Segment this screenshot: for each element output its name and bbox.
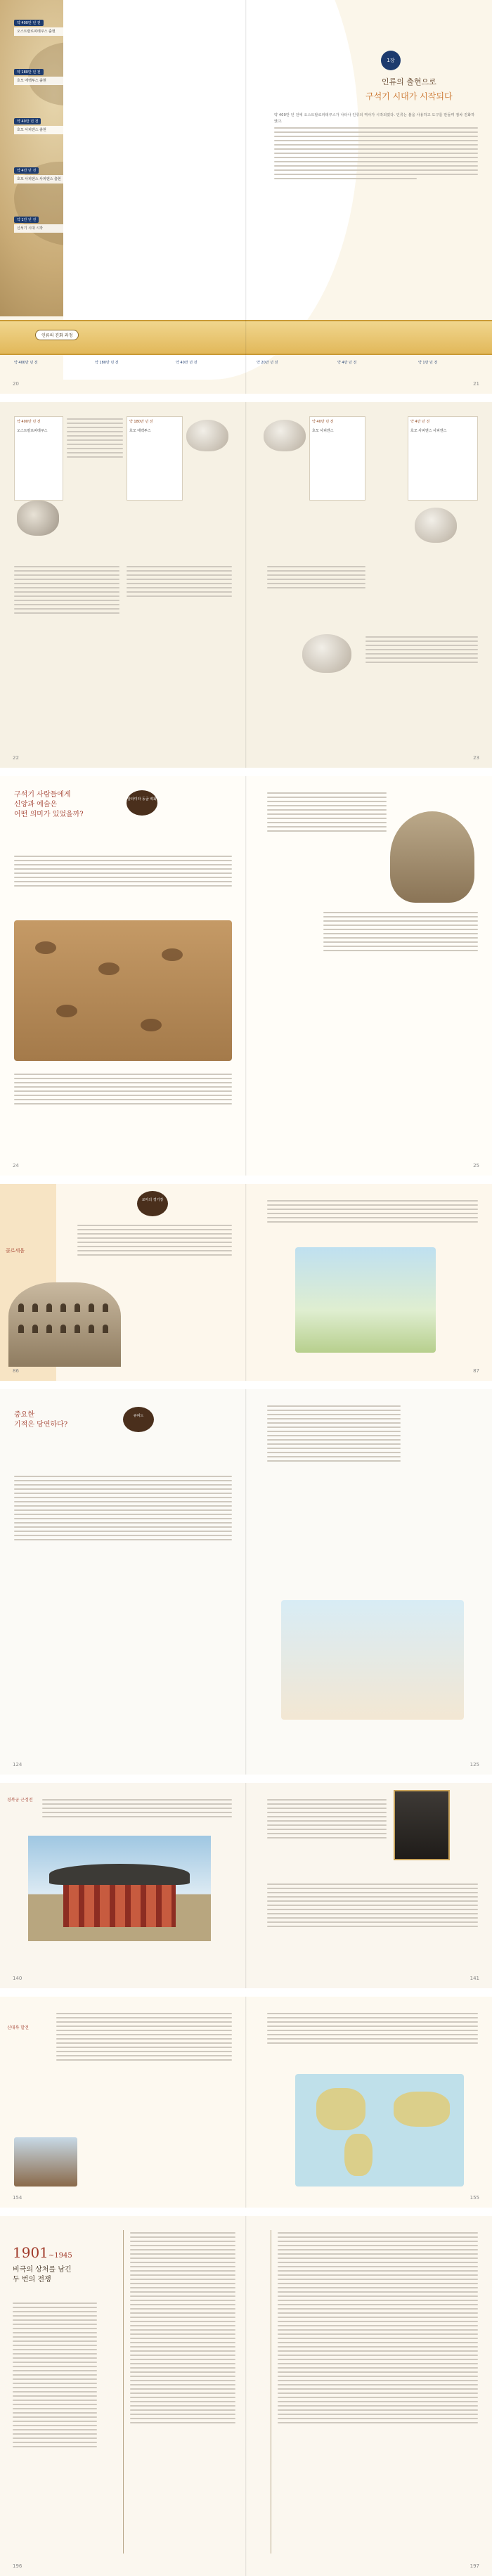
skull-image (264, 420, 306, 451)
fossil-card-label: 약 180만 년 전 (129, 420, 153, 424)
side-label: 경복궁 근정전 (7, 1798, 33, 1803)
body-text (267, 2011, 478, 2047)
page-number: 22 (13, 755, 19, 761)
page-number: 21 (473, 381, 479, 387)
timeline-item (14, 69, 81, 85)
timeline-year: 약 400만 년 전 (14, 20, 44, 26)
cupid-illustration (281, 1600, 464, 1720)
king-portrait (394, 1790, 450, 1860)
fossil-card-label: 약 400만 년 전 (17, 420, 41, 424)
fossil-text (267, 564, 365, 591)
spread-rome (0, 1184, 492, 1381)
fossil-card (408, 416, 478, 501)
body-text (323, 910, 478, 954)
fossil-card (14, 416, 63, 501)
page-number: 87 (473, 1368, 479, 1374)
strip-date: 약 400만 년 전 (14, 361, 38, 365)
chapter-title-line2: 구석기 시대가 시작되다 (365, 91, 453, 101)
chapter-badge: 1장 (381, 51, 401, 70)
page-number: 86 (13, 1368, 19, 1374)
timeline-item (14, 217, 81, 233)
fossil-card-title: 오스트랄로피테쿠스 (17, 429, 48, 433)
spread-new-world (0, 1997, 492, 2208)
page-number: 124 (13, 1762, 22, 1767)
chapter-intro-text: 약 400만 년 전에 오스트랄로피테쿠스가 나타나 인류의 역사가 시작되었다. 인류는 불을 사용하고 도구를 만들며 점차 진화하였다. (274, 113, 475, 124)
timeline-year: 약 1만 년 전 (14, 217, 39, 223)
heading-line: 기적은 당연하다? (14, 1421, 68, 1429)
fossil-text (14, 564, 119, 617)
spread-cupid (0, 1389, 492, 1775)
callout-bubble: 큐피드 (123, 1407, 154, 1432)
page-number: 140 (13, 1976, 22, 1981)
section-heading (14, 790, 84, 820)
timeline-year: 약 4만 년 전 (14, 167, 39, 174)
page-number: 154 (13, 2195, 22, 2201)
side-label: 콜로세움 (6, 1248, 25, 1254)
strip-date: 약 40만 년 전 (176, 361, 198, 365)
body-text (267, 1403, 401, 1464)
fossil-text (67, 416, 123, 461)
fossil-text (365, 634, 478, 666)
war-title-line2: 두 번의 전쟁 (13, 2276, 51, 2284)
page-number: 155 (470, 2195, 479, 2201)
timeline-entries (130, 2230, 235, 2426)
body-text (77, 1223, 232, 1258)
mammoth-illustration (390, 811, 474, 903)
timeline-item (14, 20, 81, 36)
callout-bubble: 로마의 경기장 (137, 1191, 168, 1216)
strip-date: 약 20만 년 전 (257, 361, 278, 365)
body-text (56, 2011, 232, 2063)
fossil-image (17, 501, 59, 536)
body-text (267, 1881, 478, 1930)
war-section-title: 1901~1945 비극의 상처를 남긴 두 번의 전쟁 (13, 2244, 72, 2284)
chapter-title (365, 76, 453, 102)
callout-bubble: 알타미라 동굴 벽화 (127, 790, 157, 816)
heading-line: 구석기 사람들에게 (14, 791, 71, 799)
fossil-card-label: 약 40만 년 전 (312, 420, 334, 424)
strip-date: 약 180만 년 전 (95, 361, 119, 365)
palace-roof (49, 1864, 190, 1885)
timeline-year: 약 40만 년 전 (14, 118, 41, 124)
page-number: 23 (473, 755, 479, 761)
heading-line: 어떤 의미가 있었을까? (14, 811, 84, 818)
fossil-text (127, 564, 232, 600)
palace-pillars (63, 1885, 176, 1927)
ship-image (14, 2137, 77, 2187)
timeline-text: 호모 사피엔스 사피엔스 출현 (14, 175, 81, 183)
body-text (14, 1474, 232, 1543)
spread-palace (0, 1783, 492, 1988)
strip-caption: 인류의 진화 과정 (35, 330, 79, 340)
timeline-year: 약 180만 년 전 (14, 69, 44, 75)
page-number: 25 (473, 1163, 479, 1168)
strip-date: 약 1만 년 전 (418, 361, 438, 365)
page-number: 196 (13, 2563, 22, 2569)
timeline-item (14, 118, 81, 134)
heading-line: 중요한 (14, 1411, 34, 1419)
page-number: 20 (13, 381, 19, 387)
strip-date: 약 4만 년 전 (337, 361, 357, 365)
section-heading (14, 1410, 67, 1430)
skull-image (302, 634, 351, 673)
heading-line: 신앙과 예술은 (14, 801, 58, 809)
palace-image (28, 1836, 211, 1941)
fossil-card (127, 416, 183, 501)
skull-image (415, 508, 457, 543)
timeline-item (14, 167, 81, 183)
colosseum-image (8, 1282, 121, 1367)
spread-cave-art (0, 776, 492, 1176)
year-start: 1901 (13, 2244, 48, 2261)
year-end: 1945 (54, 2252, 72, 2260)
chapter-title-line1: 인류의 출현으로 (381, 77, 436, 86)
timeline-text: 오스트랄로피테쿠스 출현 (14, 27, 81, 36)
body-text (42, 1797, 232, 1820)
world-map-illustration (295, 2074, 464, 2187)
page-number: 197 (470, 2563, 479, 2569)
fossil-card (309, 416, 365, 501)
page-number: 141 (470, 1976, 479, 1981)
strip-timeline (0, 360, 492, 370)
body-text (267, 1198, 478, 1225)
page-number: 125 (470, 1762, 479, 1767)
timeline-text: 신석기 시대 시작 (14, 224, 81, 233)
evolution-strip (0, 320, 492, 355)
fossil-card-label: 약 4만 년 전 (410, 420, 430, 424)
body-text (14, 854, 232, 889)
timeline-text: 호모 에렉투스 출현 (14, 77, 81, 85)
fossil-card-title: 호모 사피엔스 (312, 429, 334, 433)
spread-world-wars (0, 2216, 492, 2576)
rome-scene-illustration (295, 1247, 436, 1353)
skull-image (186, 420, 228, 451)
body-text (267, 1797, 387, 1841)
spread-chapter-opening (0, 0, 492, 394)
fossil-card-title: 호모 사피엔스 사피엔스 (410, 429, 447, 433)
war-title-line1: 비극의 상처를 남긴 (13, 2266, 72, 2274)
body-text (14, 1071, 232, 1107)
timeline-entries (278, 2230, 478, 2426)
fossil-card-title: 호모 에렉투스 (129, 429, 151, 433)
chapter-intro (274, 112, 478, 182)
page-number: 24 (13, 1163, 19, 1168)
spread-fossils (0, 402, 492, 768)
timeline-axis (123, 2230, 124, 2554)
timeline-text: 호모 사피엔스 출현 (14, 126, 81, 134)
body-text (13, 2300, 97, 2450)
body-text (267, 790, 387, 835)
side-label: 신대륙 발견 (7, 2026, 29, 2030)
cave-painting-image (14, 920, 232, 1061)
